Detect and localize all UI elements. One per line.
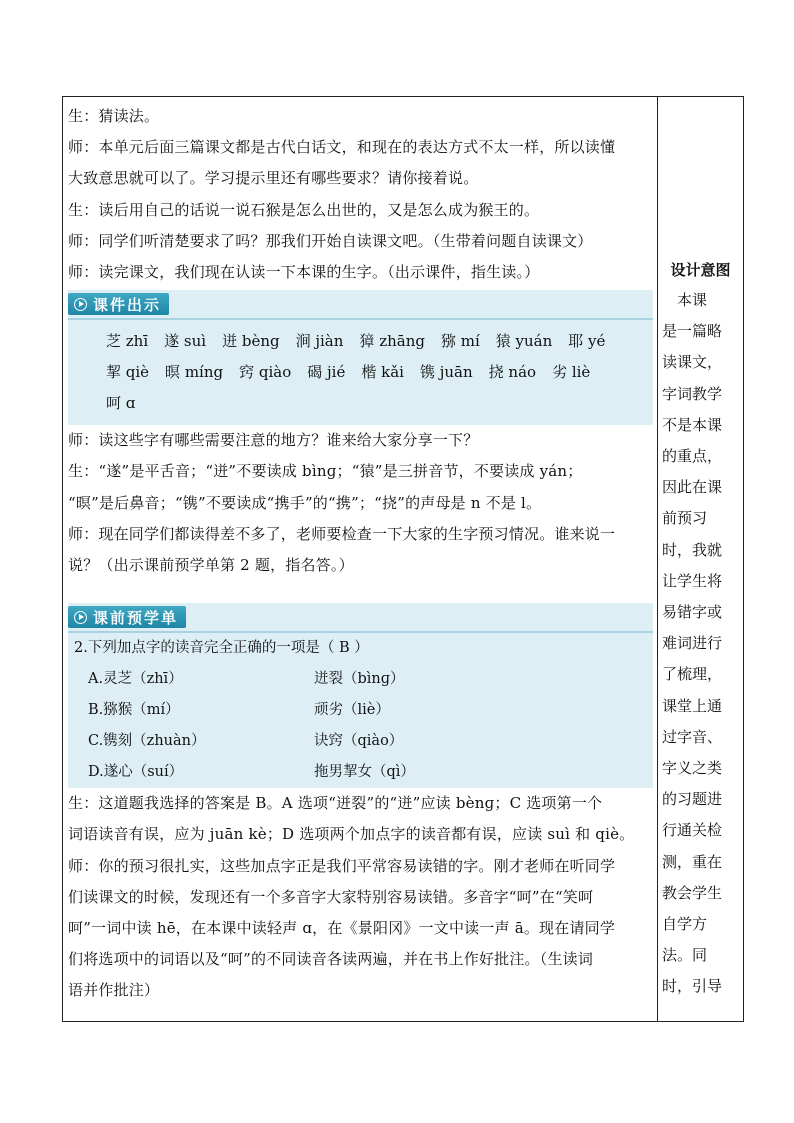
text-line: 语并作批注） bbox=[68, 981, 160, 1000]
text-line: 师：现在同学们都读得差不多了，老师要检查一下大家的生字预习情况。谁来说一 bbox=[68, 524, 616, 543]
quiz-option-row bbox=[74, 695, 653, 726]
quiz-question-text: 2.下列加点字的读音完全正确的一项是（ B ） bbox=[74, 640, 369, 657]
text-line: 大致意思就可以了。学习提示里还有哪些要求？请你接着说。 bbox=[68, 169, 479, 188]
side-line: 不是本课 bbox=[662, 415, 723, 434]
prestudy-banner bbox=[68, 606, 186, 628]
text-line: 们将选项中的词语以及“呵”的不同读音各读两遍，并在书上作好批注。（生读词 bbox=[68, 950, 594, 969]
quiz-option-row bbox=[74, 757, 653, 788]
character-pinyin: 碣 jié bbox=[307, 363, 346, 382]
side-line: 难词进行 bbox=[662, 634, 723, 653]
side-line: 读课文， bbox=[662, 353, 723, 372]
character-pinyin: 獐 zhāng bbox=[359, 332, 425, 351]
play-circle-icon bbox=[74, 611, 87, 624]
dialogue-bottom bbox=[68, 788, 653, 1006]
character-pinyin: 楷 kǎi bbox=[361, 363, 404, 382]
design-intent-column bbox=[658, 97, 743, 1021]
character-pinyin: 猕 mí bbox=[440, 332, 480, 351]
design-intent-title: 设计意图 bbox=[670, 261, 731, 279]
side-line: 教会学生 bbox=[662, 883, 723, 902]
lesson-content-column bbox=[63, 97, 658, 1021]
side-line: 过字音、 bbox=[662, 727, 723, 746]
courseware-banner bbox=[68, 293, 169, 315]
side-line: 字词教学 bbox=[662, 384, 723, 403]
character-pinyin: 挈 qiè bbox=[106, 363, 150, 382]
side-line: 字义之类 bbox=[662, 759, 723, 778]
quiz-box bbox=[68, 633, 653, 788]
character-pinyin: 暝 míng bbox=[165, 363, 224, 382]
quiz-option: A.灵芝（zhī） bbox=[88, 671, 183, 688]
quiz-option-word: 顽劣（liè） bbox=[314, 702, 390, 719]
new-characters-box bbox=[68, 320, 653, 425]
side-line: 是一篇略 bbox=[662, 322, 723, 341]
text-line: 们读课文的时候，发现还有一个多音字大家特别容易读错。多音字“呵”在“笑呵 bbox=[68, 887, 594, 906]
character-pinyin: 挠 náo bbox=[488, 363, 537, 382]
dialogue-middle bbox=[68, 425, 653, 581]
quiz-option-word: 诀窍（qiào） bbox=[314, 733, 404, 750]
text-line: 生：猜读法。 bbox=[68, 107, 160, 125]
lesson-table bbox=[62, 96, 744, 1022]
side-line: 行通关检 bbox=[662, 821, 723, 840]
quiz-option-row bbox=[74, 664, 653, 695]
text-line: 师：你的预习很扎实，这些加点字正是我们平常容易读错的字。刚才老师在听同学 bbox=[68, 856, 616, 875]
prestudy-banner-row bbox=[68, 603, 653, 633]
side-line: 让学生将 bbox=[662, 571, 723, 590]
character-pinyin: 呵 ɑ bbox=[106, 394, 136, 413]
quiz-option: C.镌刻（zhuàn） bbox=[88, 733, 206, 750]
side-line: 自学方 bbox=[662, 915, 708, 934]
side-line: 时，引导 bbox=[662, 977, 723, 996]
side-line: 时，我就 bbox=[662, 540, 723, 559]
quiz-option-word: 拖男挈女（qì） bbox=[314, 764, 415, 781]
character-pinyin: 遂 suì bbox=[164, 332, 207, 351]
text-line: 词语读音有误，应为 juān kè；D 选项两个加点字的读音都有误，应读 suì 和 qiè。 bbox=[68, 825, 635, 844]
side-line: 本课 bbox=[662, 291, 708, 309]
character-pinyin: 窍 qiào bbox=[239, 363, 292, 382]
text-line: 师：同学们听清楚要求了吗？那我们开始自读课文吧。（生带着问题自读课文） bbox=[68, 231, 593, 250]
quiz-option: B.猕猴（mí） bbox=[88, 702, 180, 719]
quiz-question bbox=[74, 633, 653, 664]
character-row bbox=[106, 388, 653, 419]
text-line: 师：读完课文，我们现在认读一下本课的生字。（出示课件，指生读。） bbox=[68, 263, 540, 282]
quiz-option: D.遂心（suí） bbox=[88, 764, 184, 781]
character-pinyin: 耶 yé bbox=[568, 332, 606, 351]
character-pinyin: 迸 bèng bbox=[222, 332, 280, 351]
character-row bbox=[106, 357, 653, 388]
side-line: 易错字或 bbox=[662, 603, 723, 622]
character-pinyin: 涧 jiàn bbox=[295, 332, 344, 351]
courseware-banner-row bbox=[68, 290, 653, 320]
text-line: 师：读这些字有哪些需要注意的地方？谁来给大家分享一下？ bbox=[68, 431, 479, 450]
courseware-banner-label: 课件出示 bbox=[93, 295, 162, 314]
play-circle-icon bbox=[74, 298, 87, 311]
character-pinyin: 劣 liè bbox=[552, 363, 591, 382]
side-line: 法。同 bbox=[662, 946, 708, 965]
quiz-option-word: 迸裂（bìnɡ） bbox=[314, 671, 405, 688]
text-line: 生：这道题我选择的答案是 B。A 选项“迸裂”的“迸”应读 bènɡ；C 选项第一个 bbox=[68, 794, 603, 813]
text-line: 说？（出示课前预学单第 2 题，指名答。） bbox=[68, 556, 354, 575]
text-line: 师：本单元后面三篇课文都是古代白话文，和现在的表达方式不太一样，所以读懂 bbox=[68, 138, 616, 157]
side-line: 了梳理， bbox=[662, 665, 723, 684]
character-row bbox=[106, 326, 653, 357]
character-pinyin: 芝 zhī bbox=[106, 332, 149, 351]
side-line: 的重点， bbox=[662, 447, 723, 466]
design-intent-text bbox=[662, 285, 737, 1003]
character-pinyin: 猿 yuán bbox=[495, 332, 553, 351]
text-line: 生：读后用自己的话说一说石猴是怎么出世的，又是怎么成为猴王的。 bbox=[68, 200, 540, 219]
side-line: 测，重在 bbox=[662, 852, 723, 871]
quiz-option-row bbox=[74, 726, 653, 757]
character-pinyin: 镌 juān bbox=[419, 363, 473, 382]
text-line: 生：“遂”是平舌音；“迸”不要读成 bìnɡ；“猿”是三拼音节，不要读成 yán； bbox=[68, 462, 583, 481]
side-line: 课堂上通 bbox=[662, 696, 723, 715]
side-line: 前预习 bbox=[662, 509, 708, 528]
text-line: 呵”一词中读 hē，在本课中读轻声 ɑ，在《景阳冈》一文中读一声 ā。现在请同学 bbox=[68, 919, 616, 938]
side-line: 因此在课 bbox=[662, 478, 723, 497]
side-line: 的习题进 bbox=[662, 790, 723, 809]
quiz-options bbox=[74, 664, 653, 788]
text-line: “暝”是后鼻音；“镌”不要读成“携手”的“携”；“挠”的声母是 n 不是 l。 bbox=[68, 493, 542, 512]
prestudy-banner-label: 课前预学单 bbox=[93, 608, 179, 627]
dialogue-top bbox=[68, 101, 653, 288]
